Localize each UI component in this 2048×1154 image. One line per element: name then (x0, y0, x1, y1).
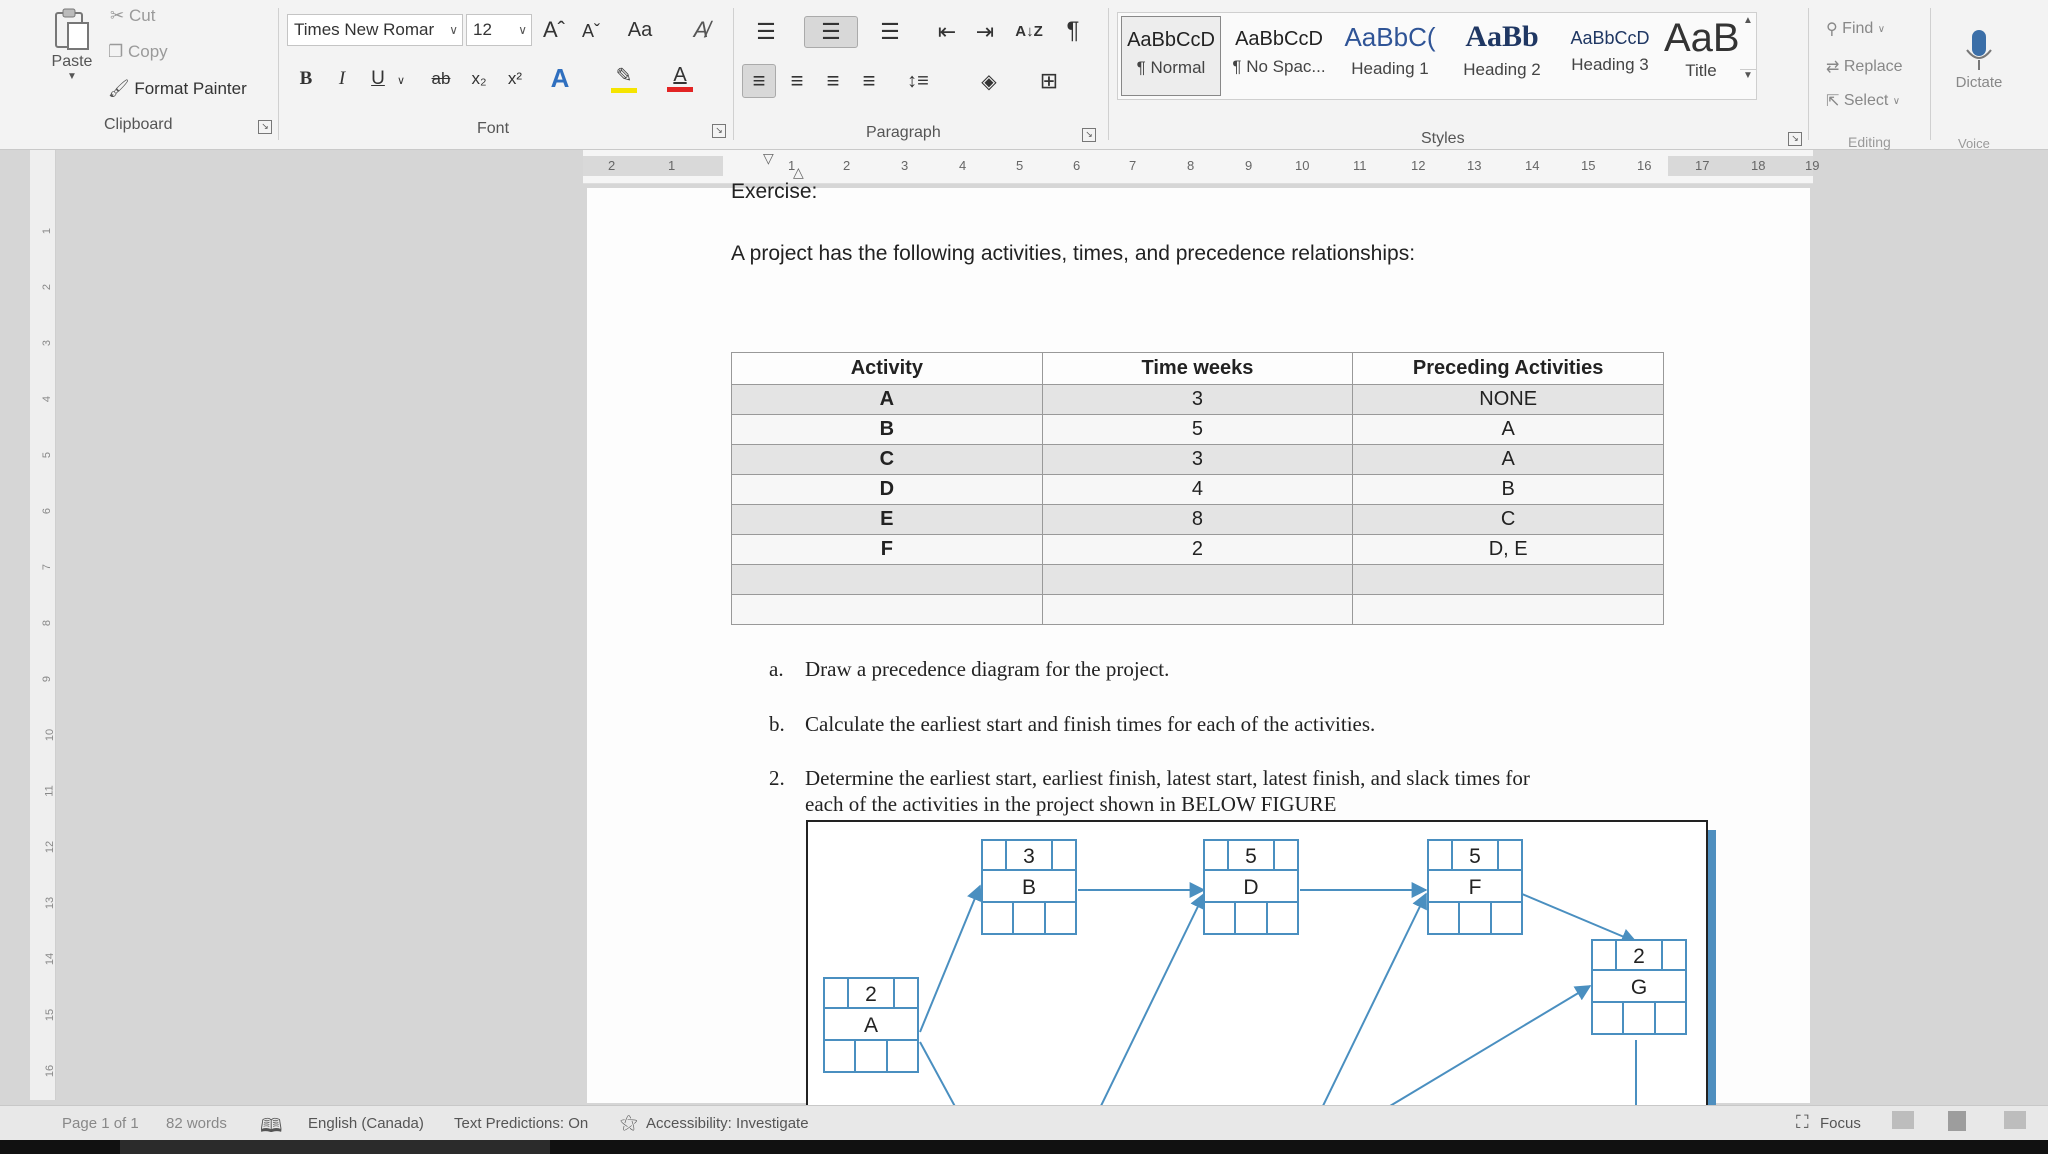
time-cell[interactable] (1042, 595, 1353, 625)
table-row (732, 445, 1664, 475)
table-row (732, 385, 1664, 415)
arrow-f-g (1522, 894, 1636, 942)
ruler-number: 5 (1016, 158, 1024, 173)
ruler-number: 16 (1637, 158, 1652, 173)
style-sample: AaBbCcD (1570, 28, 1650, 48)
arrow-offpage-d (1098, 894, 1204, 1110)
align-left-icon[interactable]: ≡ (742, 64, 776, 98)
font-name-combo[interactable] (287, 14, 463, 46)
preceding-cell[interactable]: D, E (1353, 535, 1664, 565)
arrow-offpage-f (1320, 894, 1426, 1110)
list-marker-b: b. (769, 712, 785, 736)
ruler-number: 7 (1129, 158, 1137, 173)
chevron-down-icon: ∨ (449, 23, 458, 37)
style-name: Title (1685, 61, 1717, 80)
ruler-number: 8 (41, 619, 54, 627)
ruler-number: 12 (1411, 158, 1426, 173)
header-time: Time weeks (1042, 353, 1353, 385)
table-row (732, 475, 1664, 505)
figure-selection-edge (1708, 830, 1716, 1110)
underline-dropdown-icon[interactable]: ∨ (396, 74, 406, 87)
chevron-down-icon: ∨ (518, 23, 527, 37)
ruler-number: 10 (1295, 158, 1310, 173)
superscript-button[interactable]: x² (507, 69, 523, 88)
styles-more-icon[interactable]: ▼ (1740, 69, 1756, 97)
preceding-cell[interactable]: B (1353, 475, 1664, 505)
ruler-number: 1 (668, 158, 676, 173)
show-formatting-icon[interactable]: ¶ (1066, 17, 1080, 44)
ruler-number: 16 (44, 1064, 57, 1078)
network-diagram (808, 822, 1708, 1110)
replace-label: Replace (1843, 58, 1903, 75)
activity-cell[interactable]: F (732, 535, 1043, 565)
paintbrush-icon: 🖌 (108, 79, 130, 98)
hanging-indent-marker[interactable]: △ (793, 164, 804, 180)
ruler-left-margin (583, 156, 723, 176)
language-status[interactable]: English (Canada) (308, 1115, 424, 1132)
activity-cell[interactable] (732, 565, 1043, 595)
node-f-time: 5 (1469, 845, 1481, 868)
ruler-number: 9 (41, 675, 54, 683)
exercise-heading: Exercise: (731, 180, 818, 203)
chevron-down-icon: ∨ (1892, 95, 1901, 107)
find-button[interactable] (1826, 16, 1885, 42)
taskbar-edge (0, 1140, 2048, 1154)
question-2-continued: each of the activities in the project shown in BELOW FIGURE (805, 792, 1337, 816)
ruler-number: 3 (41, 339, 54, 347)
ribbon (0, 0, 2048, 150)
time-cell[interactable] (1042, 565, 1353, 595)
node-g-time: 2 (1633, 945, 1645, 968)
page-count[interactable]: Page 1 of 1 (62, 1115, 139, 1132)
bullets-icon[interactable]: ☰ (756, 19, 776, 44)
preceding-cell[interactable]: NONE (1353, 385, 1664, 415)
ribbon-separator (1930, 8, 1931, 140)
style-heading-3[interactable] (1560, 16, 1660, 96)
cursor-icon: ⇱ (1826, 93, 1840, 110)
preceding-cell[interactable]: A (1353, 415, 1664, 445)
table-row (732, 595, 1664, 625)
print-layout-icon[interactable] (1948, 1111, 1966, 1131)
italic-button[interactable]: I (338, 68, 346, 89)
question-b: Calculate the earliest start and finish times for each of the activities. (805, 712, 1376, 736)
list-marker-a: a. (769, 657, 784, 681)
scissors-icon: ✂ (110, 6, 125, 25)
styles-group-label: Styles (1421, 130, 1465, 147)
ruler-number: 13 (44, 896, 57, 910)
paste-dropdown-icon[interactable]: ▼ (67, 70, 77, 82)
activity-table[interactable] (731, 352, 1664, 625)
ruler-number: 15 (44, 1008, 57, 1022)
activity-cell[interactable]: E (732, 505, 1043, 535)
style-heading-1[interactable] (1336, 16, 1444, 96)
paste-label: Paste (51, 52, 93, 70)
replace-icon: ⇄ (1826, 59, 1840, 76)
align-right-icon[interactable]: ≡ (826, 68, 840, 93)
accessibility-status[interactable]: Accessibility: Investigate (646, 1115, 809, 1132)
copy-label: Copy (127, 42, 168, 61)
style-heading-2[interactable] (1448, 16, 1556, 96)
ruler-number: 9 (1245, 158, 1253, 173)
copy-button[interactable] (108, 40, 168, 64)
status-bar (0, 1105, 2048, 1140)
question-a: Draw a precedence diagram for the project. (805, 657, 1170, 681)
ruler-number: 11 (1353, 158, 1367, 173)
arrow-a-down (920, 1042, 958, 1110)
horizontal-ruler[interactable] (583, 150, 1820, 184)
styles-gallery (1117, 12, 1757, 100)
editing-group-label: Editing (1848, 134, 1891, 150)
question-2: Determine the earliest start, earliest finish, latest start, latest finish, and slack times for (805, 766, 1530, 790)
style-sample: AaBbCcD (1235, 28, 1323, 50)
header-preceding: Preceding Activities (1353, 353, 1664, 385)
text-effects-icon[interactable]: A (550, 62, 570, 93)
ruler-number: 18 (1751, 158, 1766, 173)
ruler-number: 11 (43, 785, 56, 797)
decrease-indent-icon[interactable]: ⇤ (937, 19, 957, 44)
font-dialog-launcher[interactable]: ↘ (712, 124, 726, 138)
style-name: Heading 2 (1463, 60, 1541, 79)
multilevel-list-icon[interactable]: ☰ (880, 19, 900, 44)
justify-icon[interactable]: ≡ (862, 68, 876, 93)
read-mode-icon[interactable] (1892, 1111, 1914, 1129)
paragraph-group-label: Paragraph (866, 124, 941, 141)
sort-icon[interactable]: A↓Z (1015, 22, 1043, 40)
ruler-number: 5 (41, 451, 54, 459)
align-center-icon[interactable]: ≡ (790, 68, 804, 93)
ruler-number: 4 (959, 158, 967, 173)
time-cell[interactable]: 3 (1042, 385, 1353, 415)
text-predictions-status[interactable]: Text Predictions: On (454, 1115, 589, 1132)
copy-icon: ❐ (108, 42, 124, 61)
style-sample: AaBbC( (1344, 22, 1436, 52)
ruler-number: 8 (1187, 158, 1195, 173)
paragraph-dialog-launcher[interactable]: ↘ (1082, 128, 1096, 142)
clear-formatting-icon[interactable]: A̸ (693, 17, 709, 42)
ruler-number: 14 (1525, 158, 1540, 173)
chevron-down-icon: ∨ (1877, 23, 1886, 35)
microphone-icon (1964, 28, 1994, 74)
first-line-indent-marker[interactable]: ▽ (763, 150, 774, 166)
ruler-number: 6 (41, 507, 54, 515)
clipboard-group-label: Clipboard (104, 116, 173, 133)
ruler-number: 1 (788, 158, 796, 173)
style-sample: AaBb (1465, 20, 1539, 53)
style-normal[interactable] (1121, 16, 1221, 96)
shrink-font-button[interactable]: Aˇ (582, 20, 600, 41)
table-header-row (732, 353, 1664, 385)
header-activity: Activity (732, 353, 1043, 385)
ribbon-separator (278, 8, 279, 140)
proofing-book-icon[interactable]: 🕮 (260, 1116, 283, 1137)
style-sample: AaB (1664, 16, 1740, 60)
ruler-number: 2 (608, 158, 616, 173)
styles-dialog-launcher[interactable]: ↘ (1788, 132, 1802, 146)
ruler-number: 14 (44, 952, 57, 966)
web-layout-icon[interactable] (2004, 1111, 2026, 1129)
time-cell[interactable]: 4 (1042, 475, 1353, 505)
time-cell[interactable]: 2 (1042, 535, 1353, 565)
accessibility-icon[interactable]: ⚝ (620, 1112, 638, 1132)
focus-icon[interactable]: ⛶ (1796, 1112, 1809, 1132)
increase-indent-icon[interactable]: ⇥ (975, 19, 995, 44)
bold-button[interactable]: B (299, 68, 313, 89)
shading-icon[interactable]: ◈ (981, 70, 997, 93)
ribbon-separator (1108, 8, 1109, 140)
style-no-spacing[interactable] (1226, 16, 1332, 96)
list-marker-2: 2. (769, 766, 785, 790)
ruler-number: 2 (843, 158, 851, 173)
borders-icon[interactable]: ⊞ (1039, 68, 1059, 93)
word-count[interactable]: 82 words (166, 1115, 227, 1132)
activity-cell[interactable]: C (732, 445, 1043, 475)
node-b-time: 3 (1023, 845, 1035, 868)
styles-scroll-up[interactable]: ▲ (1743, 15, 1753, 26)
precedence-figure[interactable] (806, 820, 1708, 1110)
style-name: Heading 1 (1351, 59, 1429, 78)
preceding-cell[interactable] (1353, 565, 1664, 595)
style-title[interactable] (1664, 16, 1738, 96)
ruler-number: 1 (41, 227, 54, 235)
format-painter-button[interactable] (108, 76, 247, 102)
highlight-icon[interactable]: ✎ (604, 62, 644, 94)
cut-button[interactable] (110, 4, 155, 28)
dictate-label: Dictate (1955, 73, 2003, 91)
activity-cell[interactable] (732, 595, 1043, 625)
vertical-ruler (30, 150, 56, 1100)
preceding-cell[interactable]: A (1353, 445, 1664, 475)
paste-button[interactable] (44, 4, 100, 84)
arrow-a-b (920, 886, 980, 1032)
ruler-number: 13 (1467, 158, 1482, 173)
strikethrough-button[interactable]: ab (431, 69, 451, 88)
style-name: ¶ No Spac... (1232, 57, 1326, 76)
node-f-label: F (1468, 876, 1482, 899)
ribbon-separator (1808, 8, 1809, 140)
arrow-offpage-g (1380, 986, 1590, 1110)
grow-font-button[interactable]: Aˆ (543, 17, 565, 42)
line-spacing-icon[interactable]: ↕≡ (907, 69, 929, 92)
ruler-number: 19 (1805, 158, 1820, 173)
change-case-button[interactable]: Aa (627, 18, 653, 41)
font-size-combo[interactable] (466, 14, 532, 46)
style-sample: AaBbCcD (1127, 29, 1215, 51)
voice-group-label: Voice (1958, 136, 1990, 151)
taskbar-glow (120, 1140, 550, 1154)
cut-label: Cut (128, 6, 156, 25)
select-label: Select (1843, 92, 1889, 109)
style-name: ¶ Normal (1136, 58, 1206, 77)
style-name: Heading 3 (1571, 55, 1649, 74)
ruler-right-margin (1668, 156, 1813, 176)
ruler-number: 2 (41, 283, 54, 291)
ruler-number: 15 (1581, 158, 1596, 173)
intro-paragraph: A project has the following activities, times, and precedence relationships: (731, 242, 1416, 265)
ruler-number: 6 (1073, 158, 1081, 173)
dictate-button[interactable] (1944, 14, 2014, 104)
node-d-time: 5 (1245, 845, 1257, 868)
node-g-label: G (1630, 976, 1648, 999)
ruler-number: 7 (41, 563, 54, 571)
font-group-label: Font (477, 120, 510, 137)
ruler-number: 12 (44, 840, 57, 854)
numbering-icon[interactable]: ☰ (804, 16, 858, 48)
find-label: Find (1842, 20, 1874, 37)
table-row (732, 415, 1664, 445)
underline-button[interactable]: U (371, 68, 385, 89)
ruler-number: 10 (44, 728, 57, 742)
ruler-number: 3 (901, 158, 909, 173)
activity-cell[interactable]: D (732, 475, 1043, 505)
preceding-cell[interactable]: C (1353, 505, 1664, 535)
time-cell[interactable]: 3 (1042, 445, 1353, 475)
font-name-value: Times New Romar (294, 20, 435, 39)
search-icon: ⚲ (1826, 21, 1838, 38)
focus-button[interactable]: Focus (1820, 1115, 1861, 1132)
ribbon-separator (733, 8, 734, 140)
node-a-time: 2 (865, 983, 877, 1006)
replace-button[interactable] (1826, 54, 1903, 80)
time-cell[interactable]: 5 (1042, 415, 1353, 445)
subscript-button[interactable]: x₂ (471, 69, 487, 88)
node-a-label: A (863, 1014, 879, 1037)
table-row (732, 535, 1664, 565)
paste-icon (52, 7, 92, 53)
table-row (732, 505, 1664, 535)
table-row (732, 565, 1664, 595)
select-button[interactable] (1826, 88, 1900, 114)
font-color-icon[interactable]: A (664, 62, 696, 94)
preceding-cell[interactable] (1353, 595, 1664, 625)
time-cell[interactable]: 8 (1042, 505, 1353, 535)
font-size-value: 12 (473, 20, 492, 39)
ruler-number: 4 (41, 395, 54, 403)
ruler-number: 17 (1695, 158, 1710, 173)
activity-cell[interactable]: B (732, 415, 1043, 445)
format-painter-label: Format Painter (134, 79, 247, 98)
clipboard-dialog-launcher[interactable]: ↘ (258, 120, 272, 134)
node-d-label: D (1243, 876, 1259, 899)
activity-cell[interactable]: A (732, 385, 1043, 415)
node-b-label: B (1021, 876, 1037, 899)
